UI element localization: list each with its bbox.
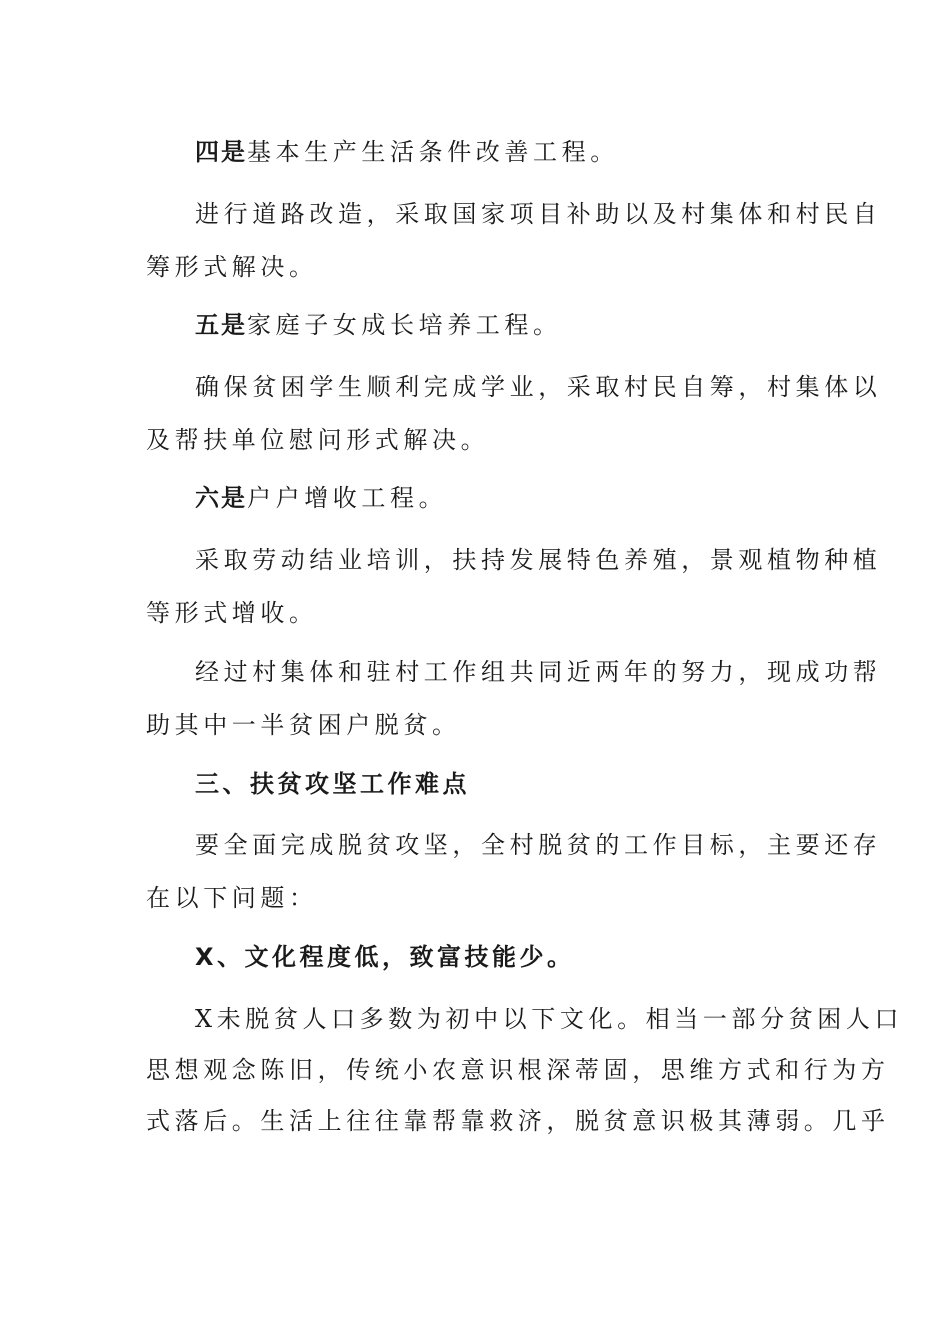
- paragraph-lead: 六是: [195, 484, 247, 512]
- paragraph-line: 式落后。生活上往往靠帮靠救济，脱贫意识极其薄弱。几乎: [146, 1107, 890, 1135]
- paragraph-line: 助其中一半贫困户脱贫。: [146, 711, 461, 739]
- paragraph-item-four: [195, 135, 619, 169]
- paragraph-lead: 五是: [195, 311, 247, 339]
- paragraph-line: 要全面完成脱贫攻坚，全村脱贫的工作目标，主要还存: [195, 831, 882, 859]
- subsection-heading: X、文化程度低，致富技能少。: [195, 943, 575, 971]
- paragraph-text: 家庭子女成长培养工程。: [247, 311, 562, 339]
- paragraph-line: 进行道路改造，采取国家项目补助以及村集体和村民自: [195, 200, 882, 228]
- paragraph-text: 户户增收工程。: [247, 484, 448, 512]
- paragraph-line: 及帮扶单位慰问形式解决。: [146, 426, 490, 454]
- paragraph-item-six: [195, 481, 447, 515]
- paragraph-text: 基本生产生活条件改善工程。: [247, 138, 619, 166]
- paragraph-line: X未脱贫人口多数为初中以下文化。相当一部分贫困人口: [195, 1005, 904, 1033]
- paragraph-line: 思想观念陈旧，传统小农意识根深蒂固，思维方式和行为方: [146, 1056, 890, 1084]
- paragraph-line: 采取劳动结业培训，扶持发展特色养殖，景观植物种植: [195, 546, 882, 574]
- paragraph-line: 确保贫困学生顺利完成学业，采取村民自筹，村集体以: [195, 373, 882, 401]
- paragraph-line: 等形式增收。: [146, 599, 318, 627]
- paragraph-item-five: [195, 308, 562, 342]
- paragraph-line: 筹形式解决。: [146, 253, 318, 281]
- section-heading: 三、扶贫攻坚工作难点: [195, 770, 470, 798]
- paragraph-lead: 四是: [195, 138, 247, 166]
- paragraph-line: 经过村集体和驻村工作组共同近两年的努力，现成功帮: [195, 658, 882, 686]
- paragraph-line: 在以下问题：: [146, 884, 318, 912]
